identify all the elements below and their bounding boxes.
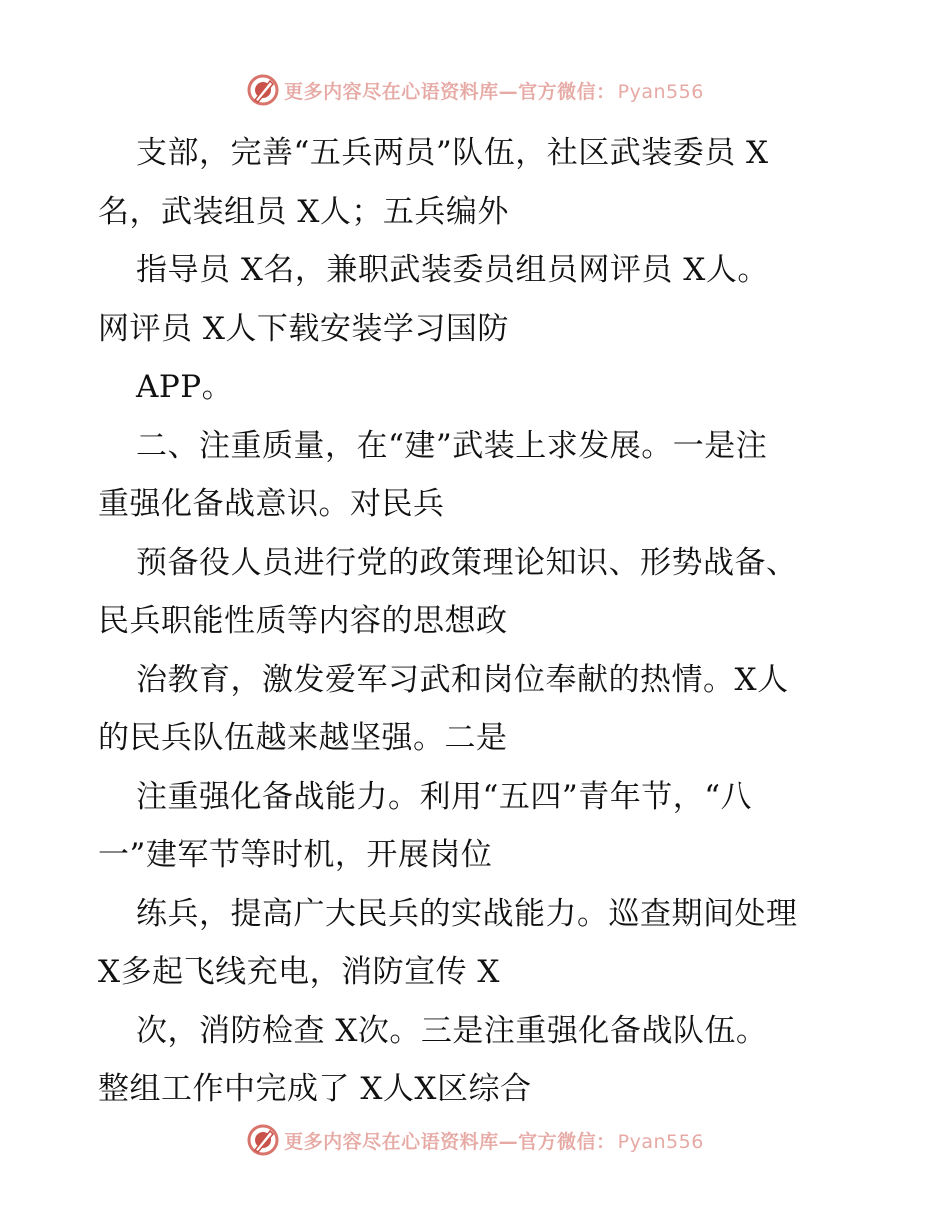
body-line: 指导员 X名，兼职武装委员组员网评员 X人。 xyxy=(136,252,769,288)
body-line: APP。 xyxy=(136,369,234,405)
pen-logo-icon xyxy=(246,1123,280,1157)
body-line: 民兵职能性质等内容的思想政 xyxy=(98,603,508,639)
body-line: 重强化备战意识。对民兵 xyxy=(98,486,445,522)
body-line: 网评员 X人下载安装学习国防 xyxy=(98,310,509,347)
body-line: 注重强化备战能力。利用“五四”青年节，“八 xyxy=(136,778,753,815)
document-body xyxy=(98,124,868,1119)
footer-watermark xyxy=(0,1120,950,1160)
body-line: X多起飞线充电，消防宣传 X xyxy=(98,954,500,990)
body-line: 的民兵队伍越来越坚强。二是 xyxy=(98,720,508,756)
body-line: 练兵，提高广大民兵的实战能力。巡查期间处理 xyxy=(136,895,798,932)
watermark-text: 更多内容尽在心语资料库—官方微信： Pyan556 xyxy=(284,1130,704,1153)
watermark-wechat-id: Pyan556 xyxy=(617,1130,704,1153)
watermark-text: 更多内容尽在心语资料库—官方微信： Pyan556 xyxy=(284,80,704,103)
pen-logo-icon xyxy=(246,73,280,107)
body-line: 一”建军节等时机，开展岗位 xyxy=(98,837,493,873)
body-line: 治教育，激发爱军习武和岗位奉献的热情。X人 xyxy=(136,661,789,698)
watermark-wechat-id: Pyan556 xyxy=(617,80,704,103)
header-watermark xyxy=(0,70,950,110)
body-line: 次，消防检查 X次。三是注重强化备战队伍。 xyxy=(136,1012,768,1049)
body-line: 二、注重质量，在“建”武装上求发展。一是注 xyxy=(136,427,768,464)
body-line: 名，武装组员 X人；五兵编外 xyxy=(98,193,509,230)
body-line: 预备役人员进行党的政策理论知识、形势战备、 xyxy=(136,544,798,581)
body-line: 支部，完善“五兵两员”队伍，社区武装委员 X xyxy=(136,135,769,171)
body-line: 整组工作中完成了 X人X区综合 xyxy=(98,1071,532,1107)
